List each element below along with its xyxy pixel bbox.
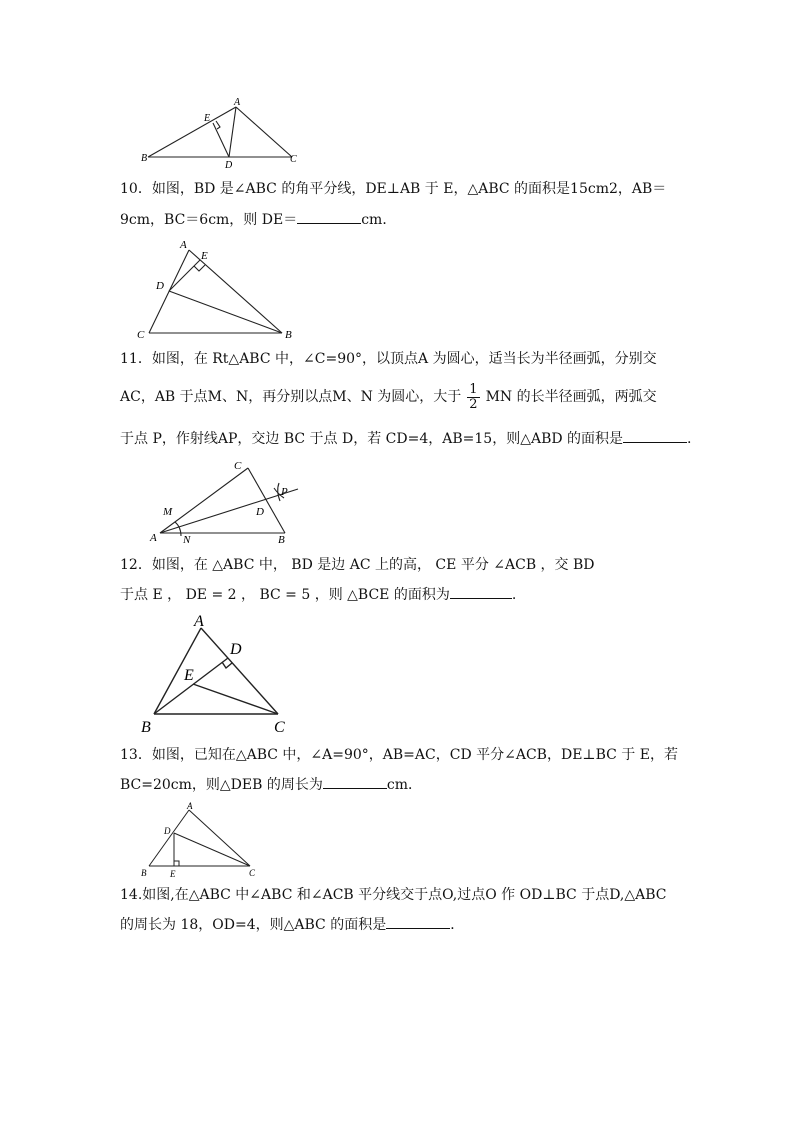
- label-b: B: [141, 868, 147, 878]
- question-11-line-2: [120, 382, 657, 412]
- figure-triangle-q10: [132, 236, 302, 344]
- question-10-unit: cm．: [361, 212, 397, 228]
- label-a: A: [150, 532, 157, 544]
- label-b: B: [285, 329, 292, 341]
- label-e: E: [201, 250, 208, 262]
- fraction-numerator: 1: [469, 381, 478, 397]
- label-c: C: [274, 719, 285, 736]
- label-d: D: [156, 280, 164, 292]
- label-e: E: [170, 869, 176, 879]
- question-12-line-2: [120, 584, 516, 605]
- question-12-end: .: [511, 587, 517, 603]
- question-13-text: BC=20cm，则△DEB 的周长为: [120, 777, 323, 793]
- label-m: M: [163, 506, 173, 518]
- question-12-text: 于点 E ， DE = 2 ， BC = 5 ，则 △BCE 的面积为: [120, 587, 450, 603]
- label-d: D: [164, 826, 171, 836]
- label-a: A: [180, 239, 187, 251]
- question-11-text-cont: MN 的长半径画弧，两弧交: [485, 389, 657, 405]
- label-b: B: [141, 719, 151, 736]
- label-b: B: [278, 534, 285, 546]
- label-c: C: [290, 154, 297, 165]
- label-a: A: [194, 613, 204, 630]
- question-14-text: 的周长为 18，OD=4，则△ABC 的面积是: [120, 917, 387, 933]
- label-d: D: [225, 160, 233, 170]
- label-n: N: [183, 534, 191, 546]
- question-10-text: 9cm，BC＝6cm，则 DE＝: [120, 212, 298, 228]
- question-13-line-2: [120, 774, 422, 795]
- question-11-line-3: [120, 428, 692, 449]
- question-11-end: .: [687, 431, 692, 447]
- answer-blank[interactable]: [450, 584, 512, 599]
- answer-blank[interactable]: [386, 914, 450, 929]
- label-c: C: [234, 460, 242, 472]
- question-14-end: ．: [450, 917, 465, 933]
- figure-triangle-top: [140, 95, 310, 170]
- question-12-line-1: 12．如图，在 △ABC 中， BD 是边 AC 上的高， CE 平分 ∠ACB ，交 BD: [120, 557, 595, 573]
- question-14-line-1: 14.如图,在△ABC 中∠ABC 和∠ACB 平分线交于点O,过点O 作 OD⊥BC 于点D,△ABC: [120, 887, 667, 903]
- answer-blank[interactable]: [323, 774, 387, 789]
- label-d: D: [230, 641, 242, 658]
- question-11-text: AC，AB 于点M、N，再分别以点M、N 为圆心，大于: [120, 389, 462, 405]
- fraction-denominator: 2: [469, 396, 478, 412]
- question-10-line-2: [120, 209, 396, 230]
- question-11-text: 于点 P，作射线AP，交边 BC 于点 D，若 CD=4，AB=15，则△ABD 的面积是: [120, 431, 624, 447]
- question-13-unit: cm．: [386, 777, 422, 793]
- figure-triangle-q13: [138, 800, 268, 882]
- label-c: C: [249, 868, 256, 878]
- label-c: C: [137, 329, 145, 341]
- question-10-line-1: 10．如图，BD 是∠ABC 的角平分线，DE⊥AB 于 E，△ABC 的面积是15cm2，AB＝: [120, 181, 667, 197]
- label-d: D: [256, 506, 264, 518]
- answer-blank[interactable]: [623, 428, 687, 443]
- answer-blank[interactable]: [297, 209, 361, 224]
- figure-triangle-q11: [148, 455, 308, 547]
- label-e: E: [204, 113, 211, 124]
- fraction-one-half: [467, 383, 479, 412]
- label-p: P: [281, 486, 288, 498]
- label-a: A: [234, 97, 241, 108]
- question-11-line-1: 11．如图，在 Rt△ABC 中，∠C=90°，以顶点A 为圆心，适当长为半径画弧，分别交: [120, 351, 657, 367]
- figure-triangle-q12: [138, 612, 298, 736]
- question-13-line-1: 13．如图，已知在△ABC 中，∠A=90°，AB=AC，CD 平分∠ACB，DE⊥BC 于 E，若: [120, 747, 678, 763]
- label-b: B: [141, 153, 148, 164]
- label-e: E: [184, 667, 194, 684]
- label-a: A: [187, 801, 193, 811]
- question-14-line-2: [120, 914, 464, 935]
